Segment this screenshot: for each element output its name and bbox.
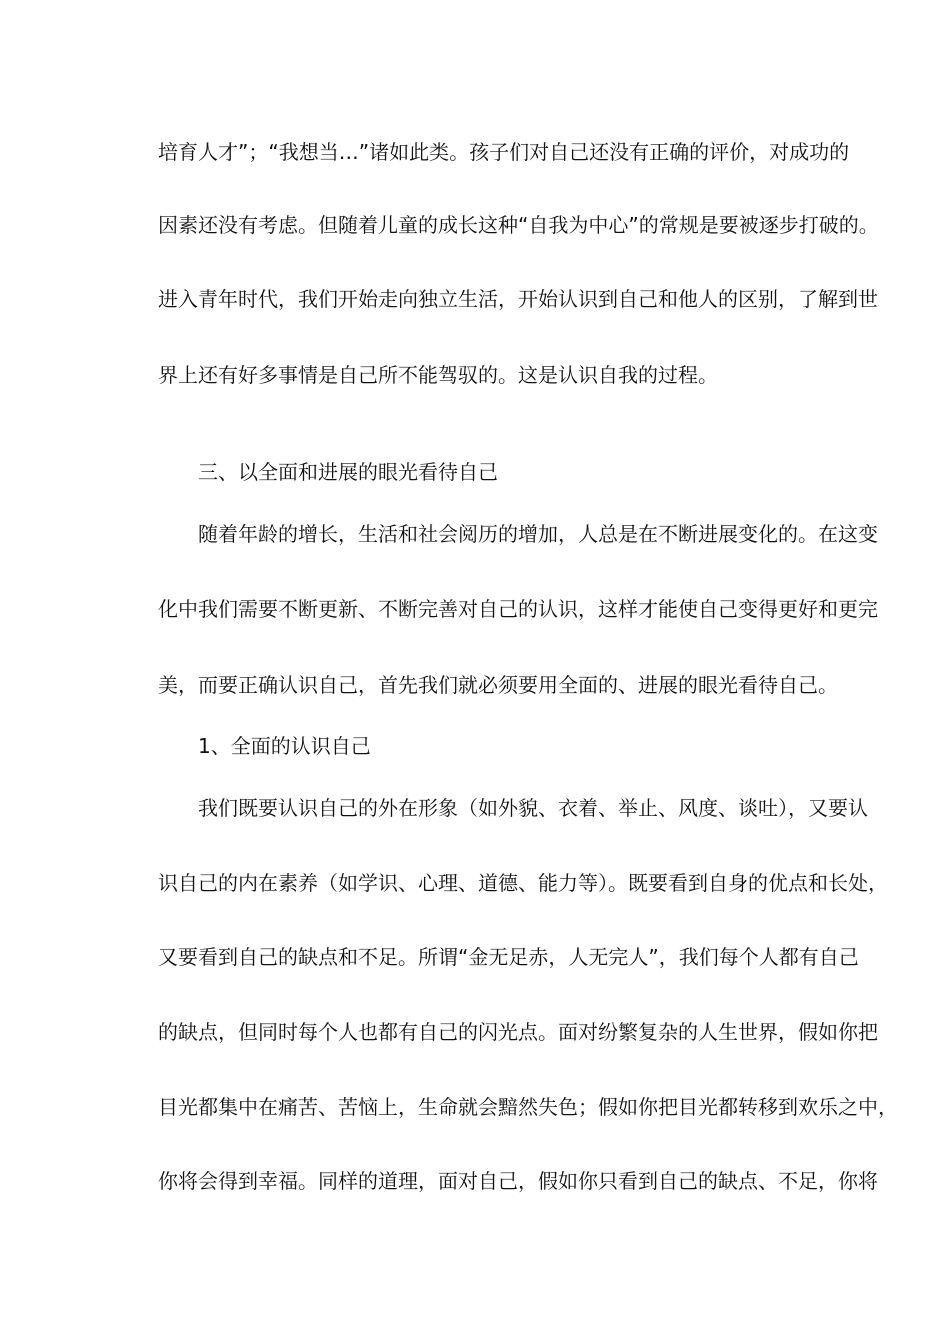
- paragraph-line: 培育人才”；“我想当…”诸如此类。孩子们对自己还没有正确的评价，对成功的: [158, 140, 850, 164]
- paragraph-line: 因素还没有考虑。但随着儿童的成长这种“自我为中心”的常规是要被逐步打破的。: [158, 213, 879, 237]
- paragraph-line: 又要看到自己的缺点和不足。所谓“金无足赤，人无完人”，我们每个人都有自己: [158, 945, 859, 969]
- paragraph-line: 目光都集中在痛苦、苦恼上，生命就会黯然失色；假如你把目光都转移到欢乐之中，: [158, 1095, 898, 1119]
- paragraph-line: 美，而要正确认识自己，首先我们就必须要用全面的、进展的眼光看待自己。: [158, 673, 838, 697]
- section-heading: 三、以全面和进展的眼光看待自己: [198, 460, 498, 484]
- paragraph-line: 你将会得到幸福。同样的道理，面对自己，假如你只看到自己的缺点、不足，你将: [158, 1169, 878, 1193]
- paragraph-line: 识自己的内在素养（如学识、心理、道德、能力等）。既要看到自身的优点和长处，: [158, 871, 888, 895]
- paragraph-line: 界上还有好多事情是自己所不能驾驭的。这是认识自我的过程。: [158, 363, 718, 387]
- paragraph-line: 随着年龄的增长，生活和社会阅历的增加，人总是在不断进展变化的。在这变: [198, 522, 878, 546]
- paragraph-line: 我们既要认识自己的外在形象（如外貌、衣着、举止、风度、谈吐），又要认: [198, 796, 868, 820]
- paragraph-line: 化中我们需要不断更新、不断完善对自己的认识，这样才能使自己变得更好和更完: [158, 597, 878, 621]
- paragraph-line: 的缺点，但同时每个人也都有自己的闪光点。面对纷繁复杂的人生世界，假如你把: [158, 1020, 878, 1044]
- paragraph-line: 进入青年时代，我们开始走向独立生活，开始认识到自己和他人的区别，了解到世: [158, 287, 878, 311]
- subsection-heading: 1、全面的认识自己: [198, 734, 371, 758]
